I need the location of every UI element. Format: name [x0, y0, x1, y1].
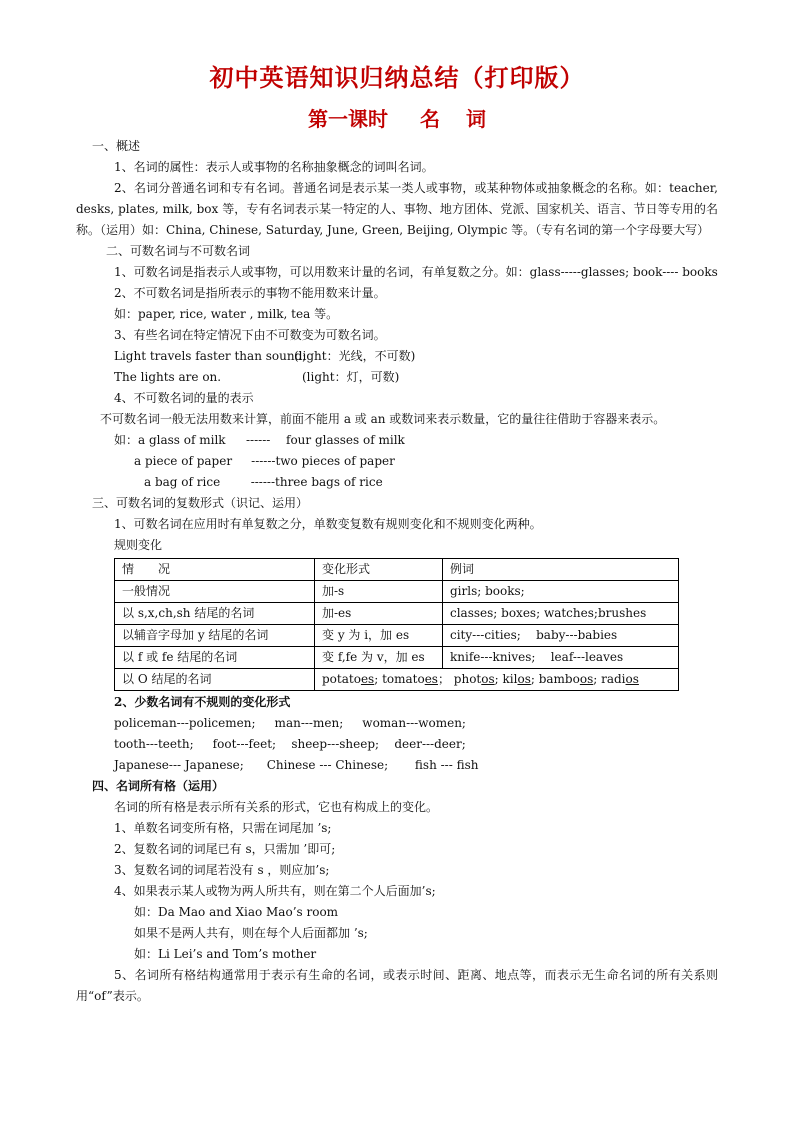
measure-line: a piece of paper ------two pieces of paper	[134, 454, 395, 468]
table-cell: 一般情况	[115, 581, 315, 603]
measure-sep: ------	[246, 433, 271, 447]
table-cell-o-examples: potatoes; tomatoes； photos; kilos; bamboos; radios	[315, 669, 679, 691]
o-example: bamboos	[538, 672, 594, 686]
section-heading-2: 二、可数名词与不可数名词	[106, 244, 251, 258]
table-header: 变化形式	[315, 559, 443, 581]
table-header-row	[115, 559, 679, 581]
example-line	[76, 367, 718, 388]
paragraph: 1、名词的属性：表示人或事物的名称抽象概念的词叫名词。	[114, 160, 434, 174]
paragraph: 名词的所有格是表示所有关系的形式，它也有构成上的变化。	[114, 800, 439, 814]
table-cell: 加-s	[315, 581, 443, 603]
paragraph: 2、不可数名词是指所表示的事物不能用数来计量。	[114, 286, 386, 300]
table-row	[115, 669, 679, 691]
table-cell: classes; boxes; watches;brushes	[443, 603, 679, 625]
table-cell: 变 f,fe 为 v，加 es	[315, 647, 443, 669]
irregular-line: policeman---policemen; man---men; woman---women;	[114, 716, 466, 730]
table-cell: 变 y 为 i，加 es	[315, 625, 443, 647]
document-body	[76, 136, 718, 1007]
table-row	[115, 603, 679, 625]
table-row	[115, 647, 679, 669]
table-cell: 加-es	[315, 603, 443, 625]
table-cell: knife---knives; leaf---leaves	[443, 647, 679, 669]
paragraph: 4、不可数名词的量的表示	[114, 391, 254, 405]
irregular-line: Japanese--- Japanese; Chinese --- Chinese; fish --- fish	[114, 758, 479, 772]
table-cell: 以 O 结尾的名词	[115, 669, 315, 691]
section-heading-1: 一、概述	[92, 139, 141, 153]
plural-rules-table	[114, 558, 679, 691]
paragraph: 不可数名词一般无法用数来计算，前面不能用 a 或 an 或数词来表示数量，它的量往往借助于容器来表示。	[100, 412, 666, 426]
o-example: photos	[453, 672, 495, 686]
paragraph: 2、复数名词的词尾已有 s，只需加 ’即可;	[114, 842, 336, 856]
o-example: radios	[601, 672, 639, 686]
example-en: Light travels faster than sound;	[114, 349, 307, 363]
paragraph: 1、可数名词在应用时有单复数之分，单数变复数有规则变化和不规则变化两种。	[114, 517, 542, 531]
paragraph: 1、单数名词变所有格，只需在词尾加 ’s;	[114, 821, 332, 835]
lesson-title	[0, 103, 794, 132]
document-title: 初中英语知识归纳总结（打印版）	[209, 63, 585, 92]
section-heading-3: 三、可数名词的复数形式（识记、运用）	[92, 496, 309, 510]
paragraph: 2、少数名词有不规则的变化形式	[114, 695, 291, 709]
table-cell: city---cities; baby---babies	[443, 625, 679, 647]
lesson-title-part2: 名	[420, 107, 440, 131]
measure-line	[76, 430, 718, 451]
table-label: 规则变化	[114, 538, 163, 552]
example-line: 如果不是两人共有，则在每个人后面都加 ’s;	[134, 926, 368, 940]
table-row	[115, 581, 679, 603]
paragraph: 2、名词分普通名词和专有名词。普通名词是表示某一类人或事物，或某种物体或抽象概念的名称。如：teacher, desks, plates, milk, box 等，专有名词表示某一特定的人、事物、地方团体、党派、国家机关、语言、节日等专用的名称。（运用）如：China, Chinese, Saturday, June, Green, Beijing, Olympic 等。（专有名词的第一个字母要大写）	[76, 181, 718, 237]
paragraph: 5、名词所有格结构通常用于表示有生命的名词，或表示时间、距离、地点等，而表示无生命名词的所有关系则用“of”表示。	[76, 968, 718, 1003]
example-cn: (light：光线，不可数)	[294, 349, 416, 363]
table-header: 情 况	[115, 559, 315, 581]
paragraph: 如：paper, rice, water , milk, tea 等。	[114, 307, 339, 321]
table-cell: 以 f 或 fe 结尾的名词	[115, 647, 315, 669]
paragraph: 4、如果表示某人或物为两人所共有，则在第二个人后面加’s;	[114, 884, 436, 898]
measure-plural: four glasses of milk	[286, 433, 405, 447]
paragraph: 3、复数名词的词尾若没有 s ，则应加’s;	[114, 863, 330, 877]
example-cn: (light：灯，可数)	[302, 370, 400, 384]
table-row	[115, 625, 679, 647]
o-example: potatoes	[322, 672, 375, 686]
table-cell: 以 s,x,ch,sh 结尾的名词	[115, 603, 315, 625]
irregular-line: tooth---teeth; foot---feet; sheep---sheep; deer---deer;	[114, 737, 466, 751]
paragraph: 3、有些名词在特定情况下由不可数变为可数名词。	[114, 328, 386, 342]
table-cell: 以辅音字母加 y 结尾的名词	[115, 625, 315, 647]
section-heading-4: 四、名词所有格（运用）	[92, 779, 225, 793]
table-header: 例词	[443, 559, 679, 581]
example-en: The lights are on.	[114, 370, 222, 384]
lesson-title-part1: 第一课时	[308, 107, 388, 131]
o-example: kilos	[502, 672, 531, 686]
measure-single: 如：a glass of milk	[114, 433, 226, 447]
lesson-title-part3: 词	[466, 107, 486, 131]
example-line	[76, 346, 718, 367]
measure-line: a bag of rice ------three bags of rice	[144, 475, 383, 489]
paragraph: 1、可数名词是指表示人或事物，可以用数来计量的名词，有单复数之分。如：glass-----glasses; book---- books	[114, 265, 718, 279]
o-example: tomatoes	[382, 672, 438, 686]
example-line: 如：Da Mao and Xiao Mao’s room	[134, 905, 339, 919]
example-line: 如：Li Lei’s and Tom’s mother	[134, 947, 317, 961]
table-cell: girls; books;	[443, 581, 679, 603]
